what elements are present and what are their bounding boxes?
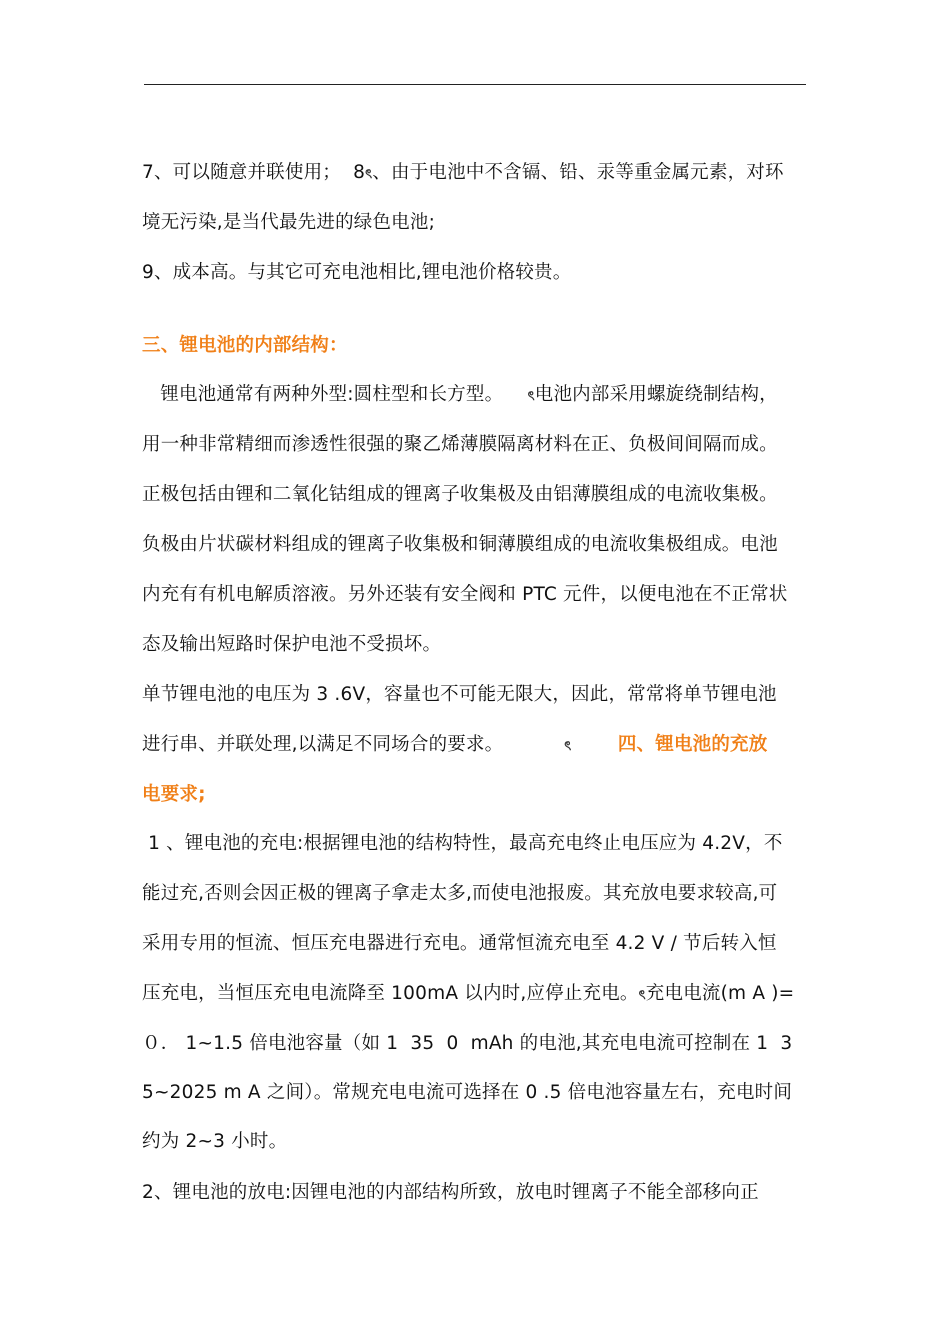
header-rule [144,84,806,85]
bullet-mark-icon: ৎ [564,739,572,754]
section-heading-continuation: 电要求; [142,784,206,805]
paragraph-line: 能过充,否则会因正极的锂离子拿走太多,而使电池报废。其充放电要求较高,可 [142,883,778,904]
paragraph-line [142,732,767,760]
paragraph-line: 正极包括由锂和二氧化钴组成的锂离子收集极及由铝薄膜组成的电流收集极。 [142,484,778,505]
paragraph-line: 9、成本高。与其它可充电池相比,锂电池价格较贵。 [142,262,572,283]
bullet-mark-icon: ৎ [365,167,373,182]
bullet-mark-icon: ৎ [638,988,646,1003]
line-text: 电池内部采用螺旋绕制结构， [534,384,778,405]
line-text: 进行串、并联处理,以满足不同场合的要求。 [142,734,565,755]
paragraph-line: 约为 2~3 小时。 [142,1131,288,1152]
paragraph-line: 态及输出短路时保护电池不受损坏。 [142,634,442,655]
line-text: 、由于电池中不含镉、铅、汞等重金属元素，对环 [372,162,784,183]
paragraph-line: 内充有有机电解质溶液。另外还装有安全阀和 PTC 元件，以便电池在不正常状 [142,584,788,605]
paragraph-line: 采用专用的恒流、恒压充电器进行充电。通常恒流充电至 4.2 V / 节后转入恒 [142,933,777,954]
bullet-mark-icon: ৎ [527,389,535,404]
line-text: 锂电池通常有两种外型:圆柱型和长方型。 [142,384,528,405]
section-heading-internal-structure: 三、锂电池的内部结构： [142,335,348,356]
paragraph-line: 2、锂电池的放电:因锂电池的内部结构所致，放电时锂离子不能全部移向正 [142,1182,759,1203]
line-text: 7、可以随意并联使用； 8 [142,162,366,183]
paragraph-line: ０． 1~1.5 倍电池容量（如 1 35 0 mAh 的电池,其充电电流可控制在 1 3 [142,1033,793,1054]
line-text: 充电电流(m A )= [645,983,795,1004]
paragraph-line: 1 、锂电池的充电:根据锂电池的结构特性，最高充电终止电压应为 4.2V，不 [142,833,783,854]
paragraph-line: 境无污染,是当代最先进的绿色电池; [142,212,436,233]
paragraph-line [142,160,784,188]
section-heading-charge-discharge: 四、锂电池的充放 [571,734,768,755]
paragraph-line: 单节锂电池的电压为 3 .6V，容量也不可能无限大，因此，常常将单节锂电池 [142,684,777,705]
paragraph-line: 用一种非常精细而渗透性很强的聚乙烯薄膜隔离材料在正、负极间间隔而成。 [142,434,778,455]
paragraph-line [142,981,794,1009]
paragraph-line [142,382,778,410]
paragraph-line: 5~2025 m A 之间）。常规充电电流可选择在 0 .5 倍电池容量左右，充电时间 [142,1082,793,1103]
paragraph-line: 负极由片状碳材料组成的锂离子收集极和铜薄膜组成的电流收集极组成。电池 [142,534,778,555]
line-text: 压充电，当恒压充电电流降至 100mA 以内时,应停止充电。 [142,983,639,1004]
